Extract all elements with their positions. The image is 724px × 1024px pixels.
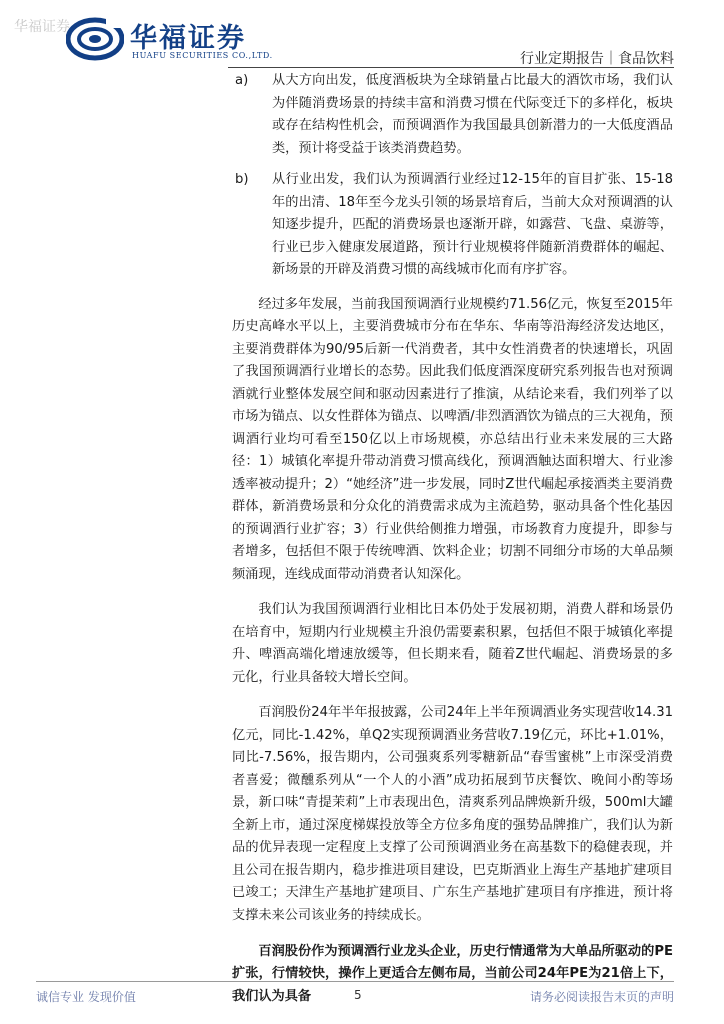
footer-slogan: 诚信专业 发现价值: [36, 990, 136, 1004]
list-item-text: 从大方向出发，低度酒板块为全球销量占比最大的酒饮市场，我们认为伴随消费场景的持续丰富和消费习惯在代际变迁下的多样化，板块或存在结构性机会，而预调酒作为我国最具创新潜力的一大低度酒品类，预计将受益于该类消费趋势。: [272, 73, 673, 156]
header-divider: [228, 67, 674, 68]
paragraph-development-stage: 我们认为我国预调酒行业相比日本仍处于发展初期，消费人群和场景仍在培育中，短期内行业规模主升浪仍需要素积累，包括但不限于城镇化率提升、啤酒高端化增速放缓等，但长期来看，随着Z世代崛起、消费场景的多元化，行业具备较大增长空间。: [232, 602, 673, 685]
company-logo: [66, 16, 276, 62]
report-body: [232, 70, 673, 1021]
list-marker: b): [235, 172, 249, 187]
huafu-logo-icon: [66, 16, 124, 62]
paragraph-company-results: 百润股份24年半年报披露，公司24年上半年预调酒业务实现营收14.31亿元，同比-1.42%，单Q2实现预调酒业务营收7.19亿元，环比+1.01%，同比-7.56%，报告期内，公司强爽系列零糖新品“春雪蜜桃”上市深受消费者喜爱；微醺系列从“一个人的小酒”成功拓展到节庆餐饮、晚间小酌等场景，新口味“青提茉莉”上市表现出色，清爽系列品牌焕新升级，500ml大罐全新上市，通过深度梯媒投放等全方位多角度的强势品牌推广，我们认为新品的优异表现一定程度上支撑了公司预调酒业务在高基数下的稳健表现，并且公司在报告期内，稳步推进项目建设，巴克斯酒业上海生产基地扩建项目已竣工；天津生产基地扩建项目、广东生产基地扩建项目有序推进，预计将支撑未来公司该业务的持续成长。: [232, 705, 673, 923]
paragraph-investment-view: 百润股份作为预调酒行业龙头企业，历史行情通常为大单品所驱动的PE扩张，行情较快，操作上更适合左侧布局，当前公司24年PE为21倍上下，我们认为具备: [232, 943, 673, 1004]
list-marker: a): [235, 73, 249, 88]
list-item: [232, 70, 673, 160]
list-item-text: 从行业出发，我们认为预调酒行业经过12-15年的盲目扩张、15-18年的出清、18年至今龙头引领的场景培育后，当前大众对预调酒的认知逐步提升，匹配的消费场景也逐渐开辟，如露营、飞盘、桌游等，行业已步入健康发展道路，预计行业规模将伴随新消费群体的崛起、新场景的开辟及消费习惯的高线城市化而有序扩容。: [272, 172, 673, 277]
report-category: 行业定期报告｜食品饮料: [520, 51, 674, 67]
footer-divider: [36, 981, 674, 982]
watermark: 华福证券: [14, 19, 70, 35]
page-number: 5: [354, 988, 362, 1002]
logo-chinese-name: 华福证券: [130, 23, 246, 54]
logo-english-name: HUAFU SECURITIES CO.,LTD.: [132, 51, 273, 60]
list-item: [232, 169, 673, 282]
footer-disclaimer: 请务必阅读报告末页的声明: [529, 990, 674, 1004]
paragraph-market-size: 经过多年发展，当前我国预调酒行业规模约71.56亿元，恢复至2015年历史高峰水平以上，主要消费城市分布在华东、华南等沿海经济发达地区，主要消费群体为90/95后新一代消费者，其中女性消费者的快速增长，巩固了我国预调酒行业增长的态势。因此我们低度酒深度研究系列报告也对预调酒就行业整体发展空间和驱动因素进行了推演，从结论来看，我们列举了以市场为锚点、以女性群体为锚点、以啤酒/非烈酒酒饮为锚点的三大视角，预调酒行业均可看至150亿以上市场规模，亦总结出行业未来发展的三大路径：1）城镇化率提升带动消费习惯高线化，预调酒触达面积增大、行业渗透率被动提升；2）“她经济”进一步发展，同时Z世代崛起承接酒类主要消费群体，新消费场景和分众化的消费需求成为主流趋势，驱动具备个性化基因的预调酒行业扩容；3）行业供给侧推力增强，市场教育力度提升，即参与者增多，包括但不限于传统啤酒、饮料企业；切割不同细分市场的大单品频频涌现，连线成面带动消费者认知深化。: [232, 296, 673, 582]
